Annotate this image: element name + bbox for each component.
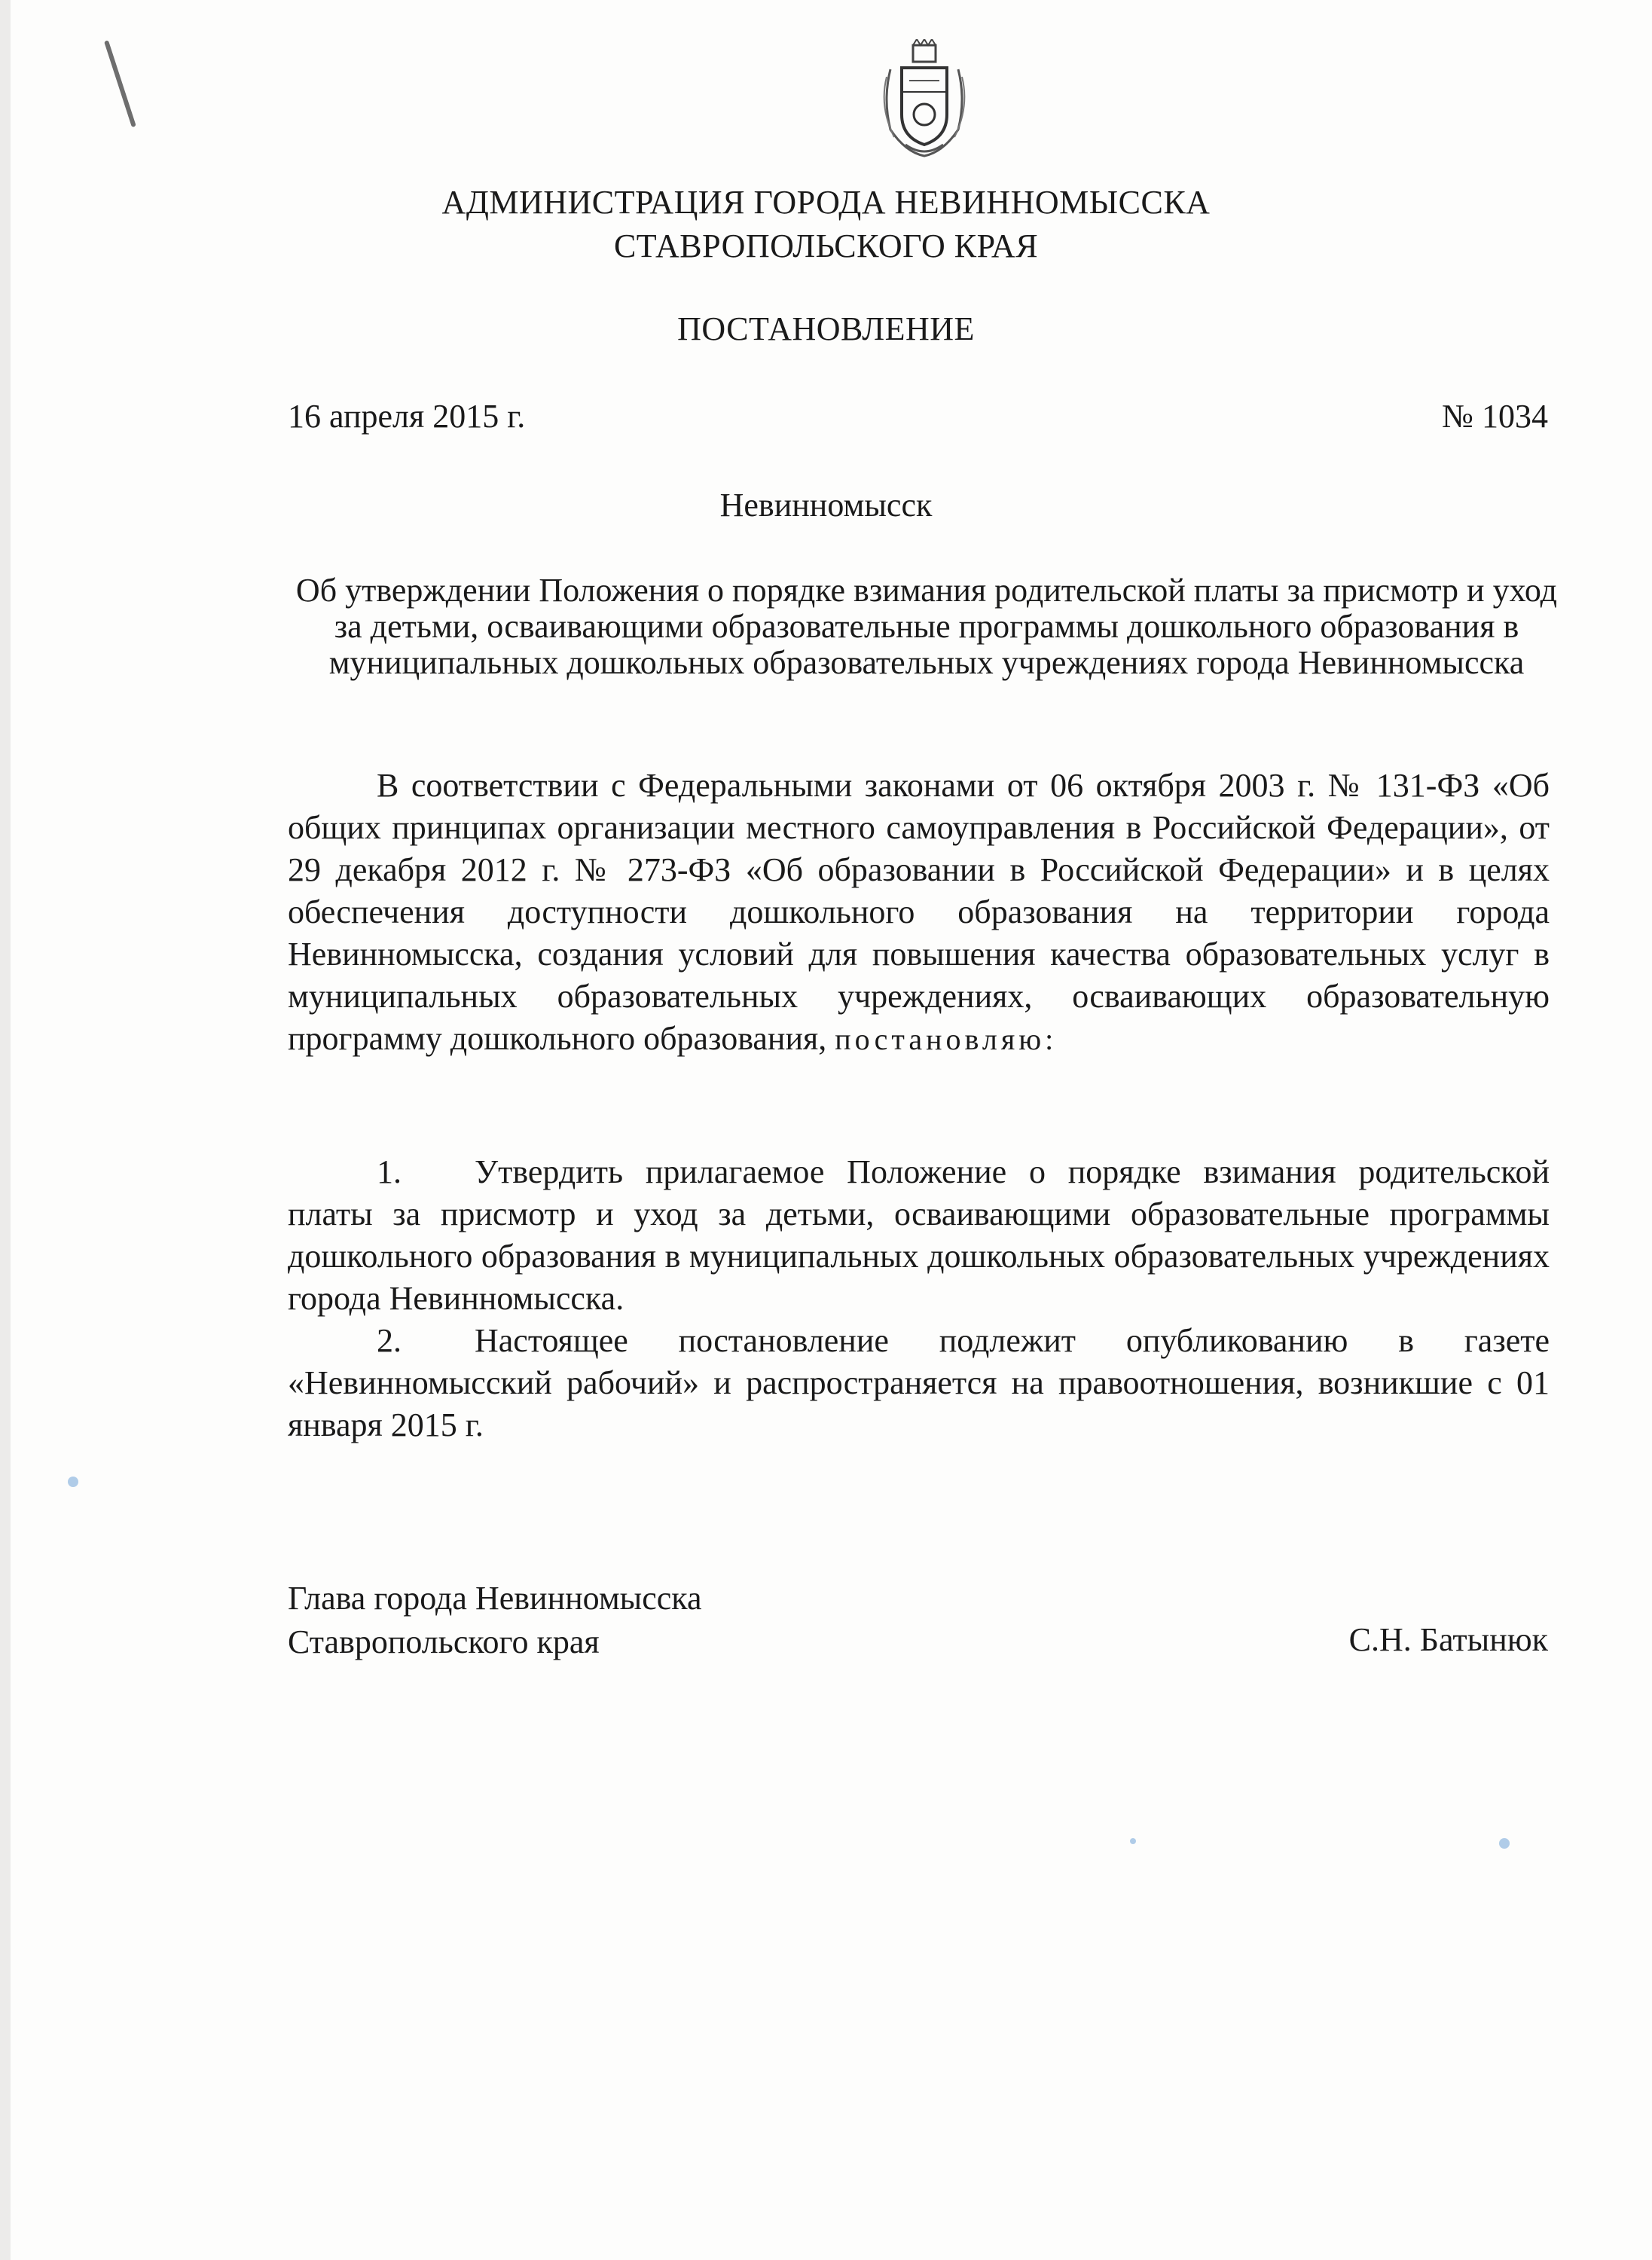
item-text: Утвердить прилагаемое Положение о порядке взимания родительской платы за присмотр и уход за детьми, осваивающими образовательные программы дошкольного образования в муниципальных дошкольных образовательных учреждениях города Невинномысска. [288, 1153, 1550, 1317]
item-number: 2. [377, 1322, 402, 1359]
document-number: № 1034 [1442, 398, 1548, 435]
administration-header [0, 181, 1652, 268]
ink-speck [68, 1477, 78, 1487]
document-subject: Об утверждении Положения о порядке взимания родительской платы за присмотр и уход за детьми, осваивающими образовательные программы дошкольного образования в муниципальных дошкольных образовательных учреждениях города Невинномысска [295, 572, 1558, 681]
document-type: ПОСТАНОВЛЕНИЕ [677, 310, 975, 347]
item-text: Настоящее постановление подлежит опубликованию в газете «Невинномысский рабочий» и распространяется на правоотношения, возникшие с 01 января 2015 г. [288, 1322, 1550, 1443]
decree-item [288, 1151, 1550, 1320]
admin-line-2: СТАВРОПОЛЬСКОГО КРАЯ [613, 228, 1039, 264]
preamble-text: В соответствии с Федеральными законами от 06 октября 2003 г. № 131-ФЗ «Об общих принципах организации местного самоуправления в Российской Федерации», от 29 декабря 2012 г. № 273-ФЗ «Об образовании в Российской Федерации» и в целях обеспечения доступности дошкольного образования на территории города Невинномысска, создания условий для повышения качества образовательных услуг в муниципальных образовательных учреждениях, осваивающих образовательную программу дошкольного образования, [288, 767, 1550, 1057]
preamble-paragraph [288, 765, 1550, 1061]
scan-mark [104, 40, 136, 127]
signatory-title [288, 1577, 702, 1664]
signatory-title-line-1: Глава города Невинномысска [288, 1580, 702, 1617]
admin-line-1: АДМИНИСТРАЦИЯ ГОРОДА НЕВИННОМЫССКА [441, 184, 1211, 221]
decree-items [288, 1151, 1550, 1446]
preamble-block [288, 765, 1550, 1061]
signatory-name: С.Н. Батынюк [1348, 1621, 1548, 1658]
item-number: 1. [377, 1153, 402, 1190]
ink-speck [1499, 1838, 1510, 1849]
ink-speck [1130, 1838, 1136, 1844]
decree-word: постановляю: [835, 1022, 1058, 1056]
decree-item [288, 1320, 1550, 1446]
document-date: 16 апреля 2015 г. [288, 398, 526, 435]
document-city: Невинномысск [719, 487, 933, 524]
coat-of-arms-emblem [875, 39, 973, 160]
signatory-title-line-2: Ставропольского края [288, 1623, 600, 1660]
